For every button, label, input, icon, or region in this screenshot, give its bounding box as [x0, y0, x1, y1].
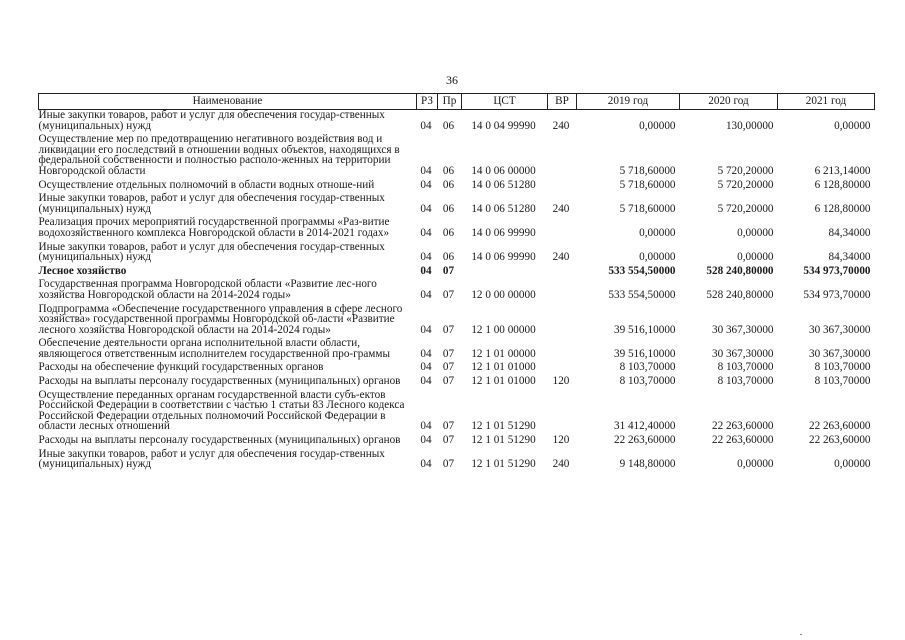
- row-2020: 8 103,70000: [717, 375, 774, 388]
- row-name: Реализация прочих мероприятий государственной программы «Раз-витие водохозяйственного комплекса Новгородской области в 2014-2021 годах»: [38, 216, 390, 239]
- table-row: [39, 178, 875, 192]
- row-cst: 12 0 00 00000: [471, 288, 536, 301]
- table-row: [39, 132, 875, 177]
- row-2019: 533 554,50000: [608, 288, 676, 301]
- row-2021: 30 367,30000: [808, 323, 871, 336]
- row-rz: 04: [420, 288, 432, 301]
- row-rz: 04: [420, 375, 432, 388]
- table-row: [39, 447, 875, 471]
- row-2021: 8 103,70000: [814, 361, 871, 374]
- row-2020: 0,00000: [737, 251, 774, 264]
- row-2019: 8 103,70000: [619, 375, 676, 388]
- header-name: Наименование: [39, 94, 417, 110]
- row-vr: 120: [552, 375, 570, 388]
- row-vr: 240: [552, 202, 570, 215]
- row-2020: 8 103,70000: [717, 361, 774, 374]
- row-2020: 22 263,60000: [711, 420, 774, 433]
- row-2021: 22 263,60000: [808, 434, 871, 447]
- row-2020: 30 367,30000: [711, 347, 774, 360]
- row-2021: 534 973,70000: [803, 288, 871, 301]
- row-rz: 04: [420, 434, 432, 447]
- row-name: Иные закупки товаров, работ и услуг для обеспечения государ-ственных (муниципальных) нужд: [38, 240, 385, 264]
- row-2020: 130,00000: [725, 119, 774, 132]
- row-2019: 533 554,50000: [608, 264, 676, 277]
- row-name: Иные закупки товаров, работ и услуг для обеспечения государ-ственных (муниципальных) нужд: [38, 109, 385, 132]
- scan-mark: [800, 634, 802, 635]
- row-vr: [548, 388, 577, 433]
- row-name: Осуществление мер по предотвращению негативного воздействия вод и ликвидации его последствий в отношении водных объектов, находящихся в федеральной собственности и полностью располо-женных на территории Новгородской области: [38, 133, 400, 177]
- header-cst: ЦСТ: [462, 94, 548, 110]
- row-2021: 6 128,80000: [814, 202, 871, 215]
- row-cst: 14 0 06 51280: [471, 178, 536, 191]
- row-vr: [548, 178, 577, 192]
- header-vr: ВР: [548, 94, 577, 110]
- row-vr: 120: [552, 434, 570, 447]
- row-cst: 12 1 01 00000: [471, 347, 536, 360]
- row-2020: 22 263,60000: [711, 434, 774, 447]
- table-row: [39, 191, 875, 215]
- row-pr: 06: [442, 178, 455, 191]
- row-vr: [548, 215, 577, 239]
- table-row: [39, 240, 875, 264]
- row-cst: 12 1 00 00000: [471, 323, 536, 336]
- row-2019: 0,00000: [639, 226, 676, 239]
- row-name: Расходы на выплаты персоналу государственных (муниципальных) органов: [38, 434, 401, 447]
- row-2021: 84,34000: [828, 226, 871, 239]
- row-2020: 30 367,30000: [711, 323, 774, 336]
- row-rz: 04: [420, 323, 432, 336]
- row-2020: 5 720,20000: [717, 178, 774, 191]
- row-rz: 04: [420, 347, 432, 360]
- row-name: Лесное хозяйство: [38, 264, 127, 277]
- row-2019: 0,00000: [639, 251, 676, 264]
- row-2019: 0,00000: [639, 119, 676, 132]
- row-rz: 04: [420, 361, 432, 374]
- row-cst: 12 1 01 51290: [471, 458, 536, 471]
- row-pr: 07: [442, 361, 455, 374]
- row-2021: 30 367,30000: [808, 347, 871, 360]
- row-pr: 07: [442, 323, 455, 336]
- row-cst: 12 1 01 01000: [471, 375, 536, 388]
- row-cst: 14 0 04 99990: [471, 119, 536, 132]
- row-pr: 06: [442, 226, 455, 239]
- row-2021: 22 263,60000: [808, 420, 871, 433]
- row-cst: 14 0 06 00000: [471, 164, 536, 177]
- table-row: [39, 374, 875, 388]
- header-2021: 2021 год: [778, 94, 875, 110]
- budget-table: [38, 93, 875, 471]
- table-row: [39, 264, 875, 278]
- row-2020: 5 720,20000: [717, 202, 774, 215]
- row-vr: [548, 277, 577, 301]
- table-row: [39, 336, 875, 360]
- row-vr: [548, 264, 577, 278]
- row-pr: 06: [442, 119, 455, 132]
- row-name: Осуществление переданных органам государственной власти субъ-ектов Российской Федерации в соответствии с частью 1 статьи 83 Лесного кодекса Российской Федерации отдельных полномочий Российской Федерации в области лесных отношений: [38, 388, 405, 433]
- row-pr: 07: [442, 375, 455, 388]
- row-2021: 84,34000: [828, 251, 871, 264]
- row-2019: 5 718,60000: [619, 202, 676, 215]
- row-vr: [548, 336, 577, 360]
- row-cst: 12 1 01 51290: [471, 434, 536, 447]
- row-rz: 04: [420, 178, 432, 191]
- row-2019: 8 103,70000: [619, 361, 676, 374]
- row-2019: 9 148,80000: [619, 458, 676, 471]
- row-name: Подпрограмма «Обеспечение государственного управления в сфере лесного хозяйства» государственной программы Новгородской об-ласти «Развитие лесного хозяйства Новгородской области на 2014-2024 годы»: [38, 302, 403, 336]
- row-2019: 22 263,60000: [613, 434, 676, 447]
- row-cst: 14 0 06 99990: [471, 251, 536, 264]
- row-pr: 07: [442, 420, 455, 433]
- row-cst: 14 0 06 99990: [471, 226, 536, 239]
- row-pr: 07: [442, 264, 455, 277]
- row-pr: 06: [442, 164, 455, 177]
- row-vr: [548, 302, 577, 337]
- row-2019: 5 718,60000: [619, 164, 676, 177]
- row-2021: 8 103,70000: [814, 375, 871, 388]
- table-row: [39, 302, 875, 337]
- table-row: [39, 215, 875, 239]
- row-2021: 6 128,80000: [814, 178, 871, 191]
- row-2020: 528 240,80000: [706, 264, 774, 277]
- row-name: Государственная программа Новгородской области «Развитие лес-ного хозяйства Новгородской области на 2014-2024 годы»: [38, 278, 377, 301]
- row-2020: 5 720,20000: [717, 164, 774, 177]
- row-pr: 06: [442, 202, 455, 215]
- row-rz: 04: [420, 119, 432, 132]
- row-2021: 6 213,14000: [814, 164, 871, 177]
- row-name: Расходы на обеспечение функций государственных органов: [38, 361, 324, 374]
- row-rz: 04: [420, 226, 432, 239]
- row-2019: 5 718,60000: [619, 178, 676, 191]
- row-cst: 12 1 01 01000: [471, 361, 536, 374]
- header-rz: РЗ: [417, 94, 438, 110]
- row-pr: 06: [442, 251, 455, 264]
- row-pr: 07: [442, 347, 455, 360]
- table-header-row: [39, 94, 875, 110]
- page-number: 36: [446, 73, 458, 87]
- row-rz: 04: [420, 251, 432, 264]
- table-row: [39, 388, 875, 433]
- row-2021: 0,00000: [834, 119, 871, 132]
- row-2020: 528 240,80000: [706, 288, 774, 301]
- row-rz: 04: [420, 202, 432, 215]
- table-row: [39, 433, 875, 447]
- row-rz: 04: [420, 420, 432, 433]
- row-vr: [548, 132, 577, 177]
- header-2019: 2019 год: [577, 94, 680, 110]
- table-body: [39, 110, 875, 471]
- row-vr: 240: [552, 119, 570, 132]
- row-name: Осуществление отдельных полномочий в области водных отноше-ний: [38, 178, 375, 191]
- row-rz: 04: [420, 458, 432, 471]
- row-2019: 39 516,10000: [613, 347, 676, 360]
- row-2020: 0,00000: [737, 458, 774, 471]
- table-row: [39, 110, 875, 133]
- row-pr: 07: [442, 434, 455, 447]
- row-2019: 39 516,10000: [613, 323, 676, 336]
- row-2021: 0,00000: [834, 458, 871, 471]
- row-name: Иные закупки товаров, работ и услуг для обеспечения государ-ственных (муниципальных) нужд: [38, 447, 385, 471]
- row-cst: 14 0 06 51280: [471, 202, 536, 215]
- row-2021: 534 973,70000: [803, 264, 871, 277]
- row-vr: [548, 360, 577, 374]
- row-2019: 31 412,40000: [613, 420, 676, 433]
- row-vr: 240: [552, 458, 570, 471]
- header-2020: 2020 год: [680, 94, 778, 110]
- row-rz: 04: [420, 264, 432, 277]
- row-name: Иные закупки товаров, работ и услуг для обеспечения государ-ственных (муниципальных) нужд: [38, 192, 385, 215]
- table-row: [39, 277, 875, 301]
- row-pr: 07: [442, 288, 455, 301]
- row-2020: 0,00000: [737, 226, 774, 239]
- row-vr: 240: [552, 251, 570, 264]
- table-row: [39, 360, 875, 374]
- row-pr: 07: [442, 458, 455, 471]
- row-name: Расходы на выплаты персоналу государственных (муниципальных) органов: [38, 375, 401, 388]
- row-name: Обеспечение деятельности органа исполнительной власти области, являющегося ответственным исполнителем государственной про-граммы: [38, 337, 390, 360]
- row-cst: [462, 264, 548, 278]
- row-cst: 12 1 01 51290: [471, 420, 536, 433]
- header-pr: Пр: [438, 94, 462, 110]
- row-rz: 04: [420, 164, 432, 177]
